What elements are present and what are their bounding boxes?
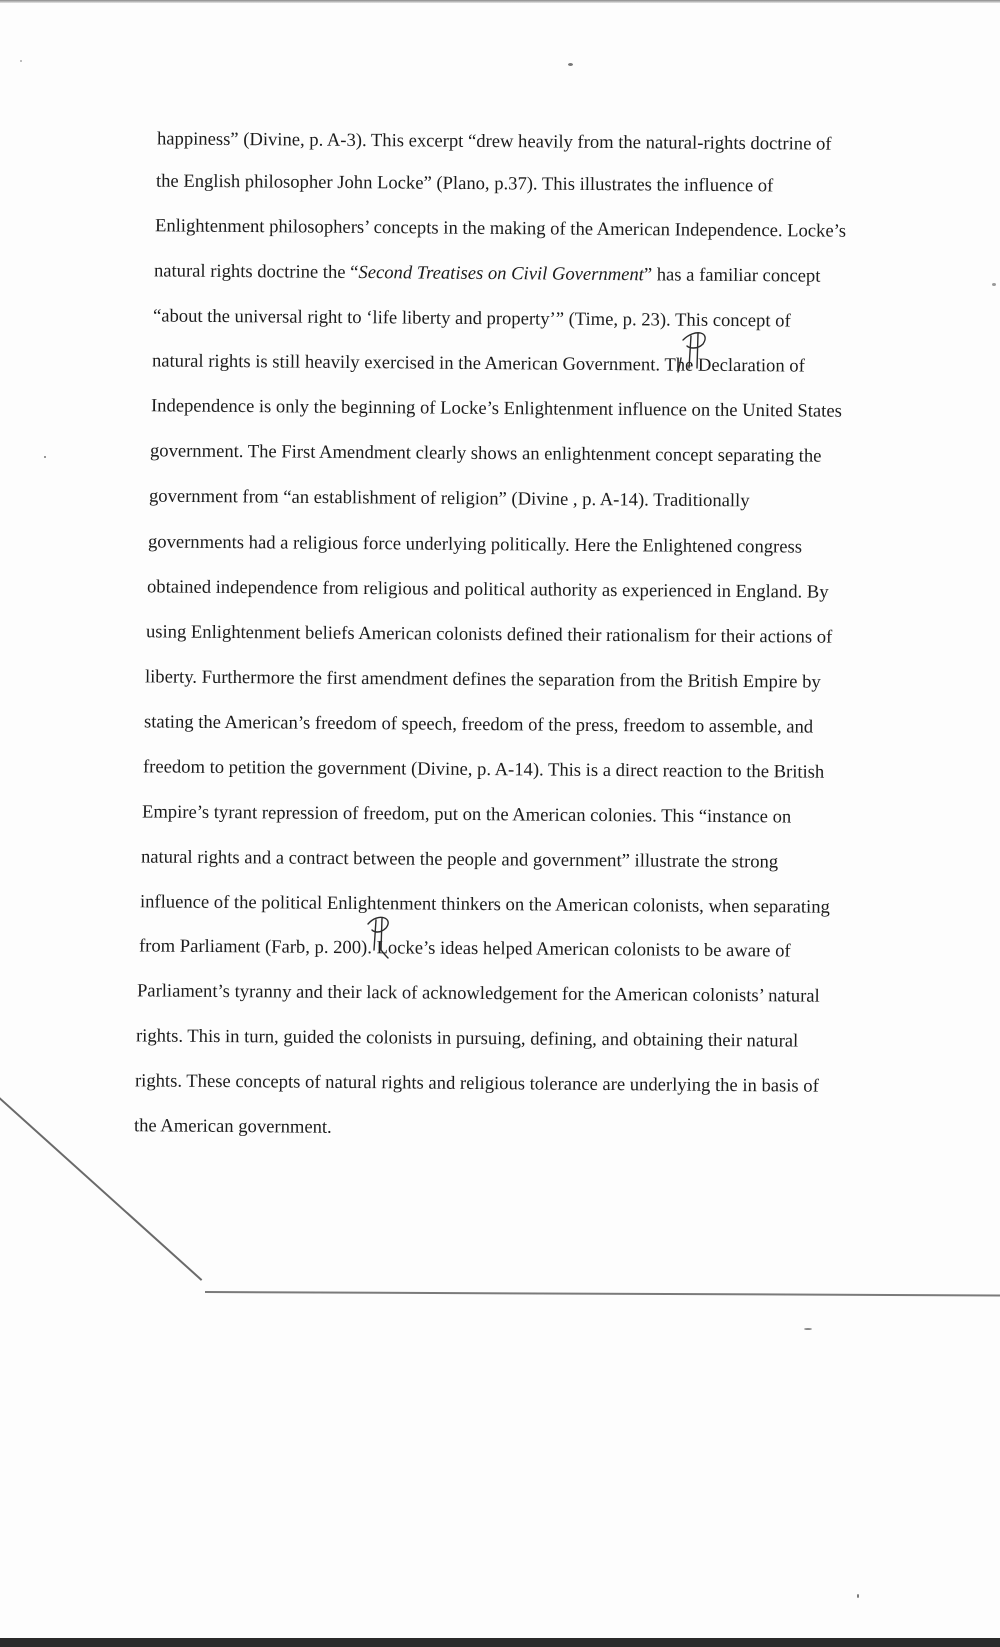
text-line: government from “an establishment of religion” (Divine , p. A-14). Traditionally <box>148 485 750 512</box>
text-line: influence of the political Enlightenment thinkers on the American colonists, when separating <box>139 891 830 918</box>
scan-speck <box>857 1594 859 1598</box>
text-line: obtained independence from religious and political authority as experienced in England. By <box>146 576 829 603</box>
text-line: Enlightenment philosophers’ concepts in the making of the American Independence. Locke’s <box>154 215 847 242</box>
text-line: Independence is only the beginning of Locke’s Enlightenment influence on the United States <box>150 395 842 422</box>
handwritten-paragraph-mark-icon <box>675 328 715 374</box>
scan-speck <box>568 63 573 66</box>
scan-bottom-edge <box>0 1638 1000 1647</box>
text-line: liberty. Furthermore the first amendment defines the separation from the British Empire by <box>144 666 821 693</box>
text-line: using Enlightenment beliefs American colonists defined their rationalism for their actions of <box>145 621 833 648</box>
text-line: stating the American’s freedom of speech, freedom of the press, freedom to assemble, and <box>143 711 814 738</box>
text-line: natural rights is still heavily exercised in the American Government. The Declaration of <box>151 350 805 377</box>
text-run: natural rights doctrine the “ <box>153 260 359 283</box>
text-line: happiness” (Divine, p. A-3). This excerpt “drew heavily from the natural-rights doctrine of <box>156 128 832 155</box>
handwritten-paragraph-mark-icon <box>362 914 402 960</box>
text-line: rights. This in turn, guided the colonists in pursuing, defining, and obtaining their natural <box>135 1025 799 1052</box>
text-line: the English philosopher John Locke” (Plano, p.37). This illustrates the influence of <box>155 170 774 197</box>
text-line: freedom to petition the government (Divine, p. A-14). This is a direct reaction to the British <box>142 756 825 783</box>
text-line: the American government. <box>133 1115 332 1138</box>
text-line: Empire’s tyrant repression of freedom, put on the American colonies. This “instance on <box>141 801 792 828</box>
text-line <box>154 259 821 288</box>
book-title: Second Treatises on Civil Government <box>358 261 644 286</box>
text-line: natural rights and a contract between the people and government” illustrate the strong <box>140 846 779 873</box>
text-run: ” has a familiar concept <box>643 264 821 287</box>
text-line: governments had a religious force underlying politically. Here the Enlightened congress <box>147 531 803 558</box>
scan-speck <box>992 283 996 286</box>
text-line: rights. These concepts of natural rights and religious tolerance are underlying the in basis of <box>134 1070 819 1097</box>
text-line: from Parliament (Farb, p. 200). Locke’s ideas helped American colonists to be aware of <box>138 935 791 962</box>
text-line: government. The First Amendment clearly shows an enlightenment concept separating the <box>149 440 822 467</box>
text-line: Parliament’s tyranny and their lack of acknowledgement for the American colonists’ natural <box>136 980 820 1007</box>
scan-speck <box>20 60 22 62</box>
scan-speck <box>804 1328 812 1330</box>
text-line: “about the universal right to ‘life liberty and property’” (Time, p. 23). This concept of <box>152 305 791 332</box>
scan-speck <box>44 456 46 458</box>
